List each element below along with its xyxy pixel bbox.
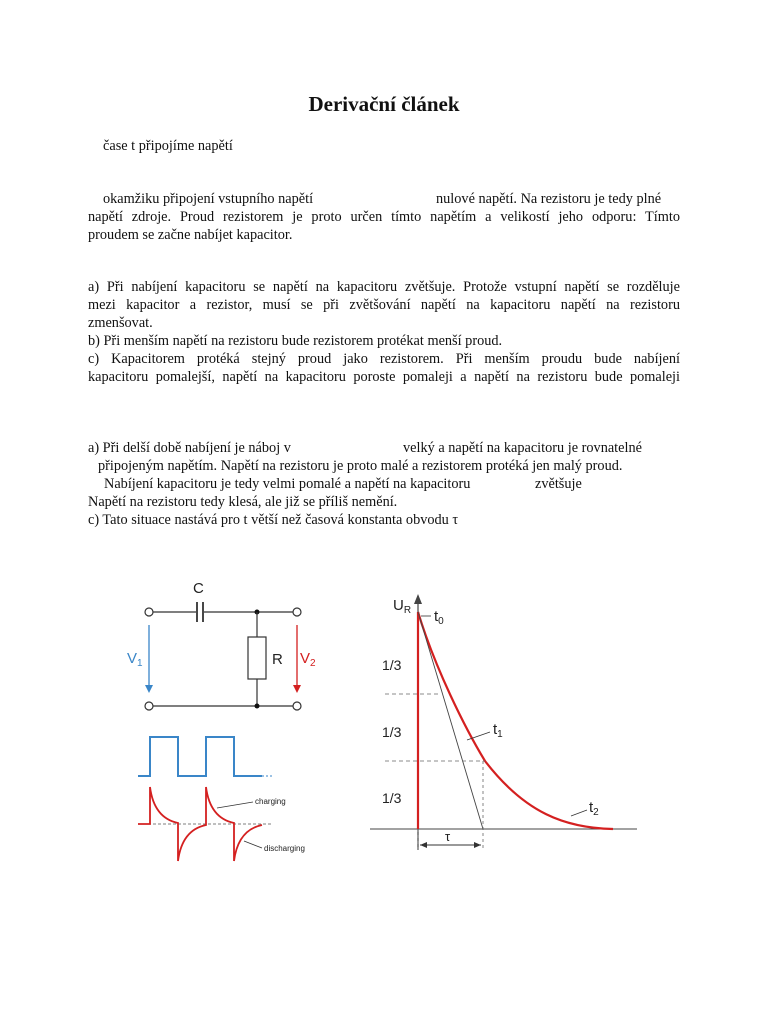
page-title: Derivační článek [308,92,460,116]
discharging-pointer [244,841,262,848]
resistor-body [248,637,266,679]
tau-arrow-left [420,842,427,848]
t2-pointer [571,810,587,816]
decay-curve [418,612,613,829]
para3-b-line1b: zvětšuje [535,476,582,492]
discharging-label: discharging [264,844,305,853]
junction-bottom [255,704,260,709]
v2-arrowhead [293,685,301,693]
tau-arrow-right [474,842,481,848]
para2-a-line1: a) Při nabíjení kapacitoru se napětí na kapacitoru zvětšuje. Protože vstupní napětí se rozděluje [88,279,680,295]
charging-label: charging [255,797,286,806]
t2-label: $t_2$ [589,799,599,818]
para3-a-line1a: a) Při delší době nabíjení je náboj v [88,440,291,456]
para1-line2: napětí zdroje. Proud rezistorem je proto určen tímto napětím a velikostí jeho odporu: Tímto [88,209,680,225]
y-axis-arrowhead [414,594,422,604]
tangent-line [418,612,483,829]
decay-graph [365,588,640,860]
input-square-wave [138,737,262,776]
charging-pointer [217,802,253,808]
para3-b-line2: Napětí na rezistoru tedy klesá, ale již se příliš nemění. [88,494,398,510]
third-label-middle: 1/3 [382,724,402,740]
v2-label: $V_2$ [300,650,316,669]
tau-label: τ [445,829,451,844]
input-terminal-bottom [145,702,153,710]
para3-b-line1a: Nabíjení kapacitoru je tedy velmi pomalé a napětí na kapacitoru [104,476,471,492]
output-terminal-bottom [293,702,301,710]
para1-line3: proudem se začne nabíjet kapacitor. [88,227,293,243]
para2-c-line2: kapacitoru pomalejší, napětí na kapacitoru poroste pomaleji a napětí na rezistoru bude pomaleji [88,369,680,385]
v1-arrowhead [145,685,153,693]
third-label-top: 1/3 [382,657,402,673]
para3-a-line2: připojeným napětím. Napětí na rezistoru je proto malé a rezistorem protéká jen malý proud. [98,458,623,474]
t0-label: $t_0$ [434,608,444,627]
output-terminal-top [293,608,301,616]
para2-a-line2: mezi kapacitor a rezistor, musí se při zvětšování napětí na kapacitoru napětí na rezistoru [88,297,680,313]
para1-line1b: nulové napětí. Na rezistoru je tedy plné [436,191,662,207]
v1-label: $V_1$ [127,650,143,669]
intro-line: čase t připojíme napětí [103,138,233,154]
para2-b-line1: b) Při menším napětí na rezistoru bude rezistorem protékat menší proud. [88,333,503,349]
para1-line1a: okamžiku připojení vstupního napětí [103,191,314,207]
t1-label: $t_1$ [493,721,503,740]
rc-circuit-figure [120,575,320,870]
y-axis-label: $U_R$ [393,597,412,616]
capacitor-label: C [193,580,204,597]
para2-c-line1: c) Kapacitorem protéká stejný proud jako rezistorem. Při menším proudu bude nabíjení [88,351,680,367]
para2-a-line3: zmenšovat. [88,315,153,331]
input-terminal-top [145,608,153,616]
para3-a-line1b: velký a napětí na kapacitoru je rovnatelné [403,440,642,456]
para3-c-line1: c) Tato situace nastává pro t větší než časová konstanta obvodu τ [88,512,459,528]
resistor-label: R [272,651,283,668]
third-label-bottom: 1/3 [382,790,402,806]
